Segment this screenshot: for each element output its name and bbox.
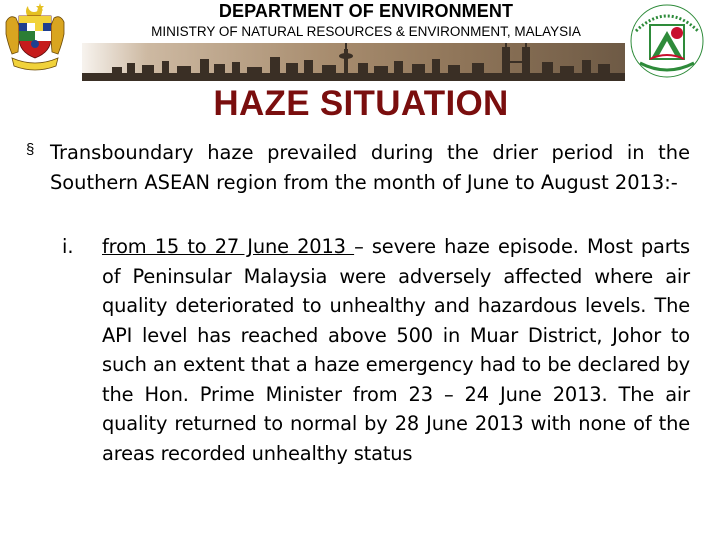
bullet-marker-icon: § [26,141,35,158]
sub-item-text [102,232,690,468]
sub-item-marker: i. [62,235,74,258]
date-range: from 15 to 27 June 2013 [102,235,355,258]
department-title: DEPARTMENT OF ENVIRONMENT [218,1,514,21]
main-point: Transboundary haze prevailed during the drier period in the Southern ASEAN region from the month of June to August 2013:- [50,141,690,194]
city-skyline-banner [82,43,625,81]
sub-item-description: – severe haze episode. Most parts of Peninsular Malaysia were adversely affected where air quality deteriorated to unhealthy and hazardous levels. The API level has reached above 500 in Muar District, Johor to such an extent that a haze emergency had to be declared by the Hon. Prime Minister from 23 – 24 June 2013. The air quality returned to normal by 28 June 2013 with none of the areas recorded unhealthy status [102,235,690,465]
ministry-subtitle: MINISTRY OF NATURAL RESOURCES & ENVIRONMENT, MALAYSIA [151,24,581,39]
slide-title: HAZE SITUATION [213,84,509,123]
department-of-environment-logo-icon [622,3,712,79]
